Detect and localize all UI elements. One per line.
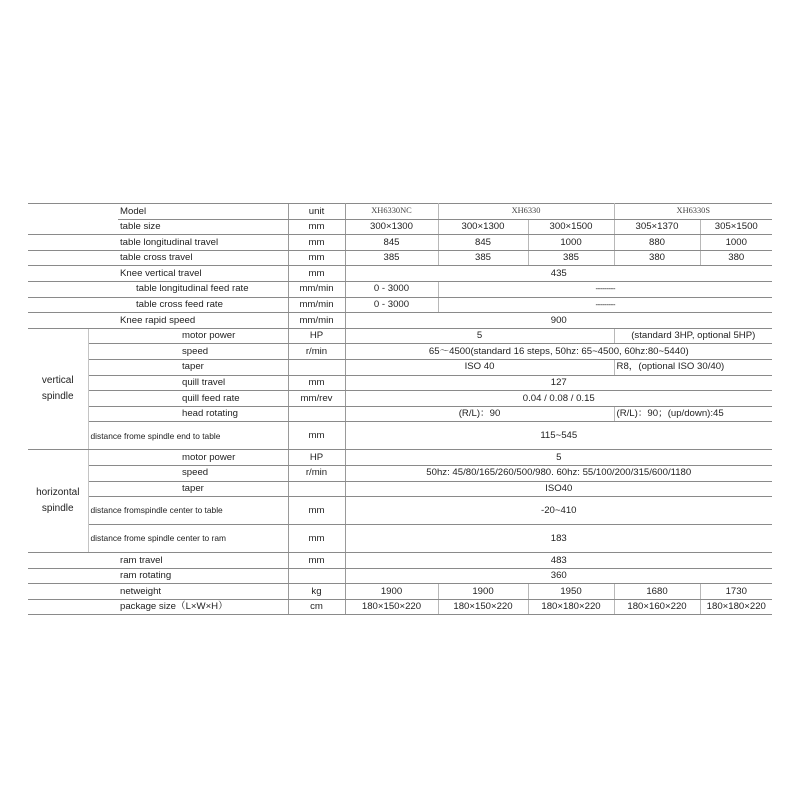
table-row [28,219,772,235]
row-label: distance frome spindle end to table [88,422,288,450]
cell: 50hz: 45/80/165/260/500/980. 60hz: 55/100/200/315/600/1180 [345,465,772,481]
table-row [28,375,772,391]
row-unit [288,406,345,422]
row-label: speed [118,465,288,481]
cell: 380 [614,250,700,266]
model-label: Model [118,204,288,220]
cell: 180×150×220 [345,599,438,615]
table-row [28,553,772,569]
row-unit: mm/min [288,313,345,329]
row-unit [288,481,345,497]
row-label: motor power [118,450,288,466]
row-unit: HP [288,450,345,466]
cell: (R/L)：90；(up/down):45 [614,406,772,422]
cell: (standard 3HP, optional 5HP) [614,328,772,344]
row-unit: cm [288,599,345,615]
table-row [28,497,772,525]
row-unit: r/min [288,465,345,481]
table-row [28,235,772,251]
cell: 360 [345,568,772,584]
table-row [28,584,772,600]
row-unit: mm [288,266,345,282]
row-unit [288,568,345,584]
table-row [28,281,772,297]
cell: 300×1300 [438,219,528,235]
row-label: head rotating [118,406,288,422]
row-unit: mm/min [288,297,345,313]
cell: 380 [700,250,772,266]
row-unit: mm [288,235,345,251]
row-label: table longitudinal feed rate [118,281,288,297]
row-unit [288,359,345,375]
spec-table [28,203,772,615]
table-row [28,328,772,344]
cell: 1950 [528,584,614,600]
cell: 180×180×220 [528,599,614,615]
row-label: ram travel [118,553,288,569]
cell: 0 - 3000 [345,297,438,313]
cell: 1730 [700,584,772,600]
cell: 1000 [700,235,772,251]
row-label: table cross feed rate [118,297,288,313]
cell: 65～4500(standard 16 steps, 50hz: 65~4500, 60hz:80~5440) [345,344,772,360]
cell: 183 [345,525,772,553]
cell: 300×1500 [528,219,614,235]
cell: 305×1370 [614,219,700,235]
table-row [28,465,772,481]
row-unit: mm [288,422,345,450]
cell: 900 [345,313,772,329]
cell: ISO 40 [345,359,614,375]
row-label: Knee vertical travel [118,266,288,282]
row-label: quill feed rate [118,391,288,407]
cell: 1900 [345,584,438,600]
table-row [28,599,772,615]
table-row [28,406,772,422]
cell: 845 [345,235,438,251]
row-unit: r/min [288,344,345,360]
row-label: motor power [118,328,288,344]
table-row [28,391,772,407]
cell: 845 [438,235,528,251]
table-row [28,422,772,450]
row-label: taper [118,359,288,375]
cell: 180×150×220 [438,599,528,615]
cell: --------- [438,281,772,297]
table-row [28,525,772,553]
cell: 180×180×220 [700,599,772,615]
cell: 385 [528,250,614,266]
row-unit: mm [288,497,345,525]
table-row [28,250,772,266]
row-label: distance fromspindle center to table [88,497,288,525]
cell: 180×160×220 [614,599,700,615]
group-horizontal-spindle: horizontal spindle [28,450,88,553]
cell: 5 [345,450,772,466]
cell: 1900 [438,584,528,600]
cell: 305×1500 [700,219,772,235]
row-label: Knee rapid speed [118,313,288,329]
model-xh6330nc: XH6330NC [345,204,438,220]
row-unit: mm [288,553,345,569]
cell: -20~410 [345,497,772,525]
row-unit: mm/min [288,281,345,297]
cell: 115~545 [345,422,772,450]
cell: 1000 [528,235,614,251]
header-row [28,204,772,220]
table-row [28,266,772,282]
row-label: netweight [118,584,288,600]
cell: --------- [438,297,772,313]
cell: 300×1300 [345,219,438,235]
cell: 483 [345,553,772,569]
row-label: quill travel [118,375,288,391]
row-label: table longitudinal travel [118,235,288,251]
table-row [28,481,772,497]
table-row [28,344,772,360]
cell: 880 [614,235,700,251]
cell: 385 [438,250,528,266]
row-unit: mm [288,375,345,391]
cell: 435 [345,266,772,282]
row-unit: mm [288,250,345,266]
cell: 385 [345,250,438,266]
row-label: table cross travel [118,250,288,266]
table-row [28,297,772,313]
cell: 0 - 3000 [345,281,438,297]
cell: 1680 [614,584,700,600]
row-unit: mm [288,219,345,235]
row-label: ram rotating [118,568,288,584]
row-unit: HP [288,328,345,344]
row-label: package size（L×W×H） [118,599,288,615]
cell: 127 [345,375,772,391]
group-vertical-spindle: vertical spindle [28,328,88,450]
row-unit: mm/rev [288,391,345,407]
table-row [28,450,772,466]
unit-label: unit [288,204,345,220]
model-xh6330s: XH6330S [614,204,772,220]
table-row [28,359,772,375]
model-xh6330: XH6330 [438,204,614,220]
table-row [28,313,772,329]
row-label: distance frome spindle center to ram [88,525,288,553]
row-label: table size [118,219,288,235]
cell: 5 [345,328,614,344]
row-label: speed [118,344,288,360]
cell: R8，(optional ISO 30/40) [614,359,772,375]
table-row [28,568,772,584]
cell: ISO40 [345,481,772,497]
row-label: taper [118,481,288,497]
cell: 0.04 / 0.08 / 0.15 [345,391,772,407]
row-unit: mm [288,525,345,553]
row-unit: kg [288,584,345,600]
cell: (R/L)：90 [345,406,614,422]
